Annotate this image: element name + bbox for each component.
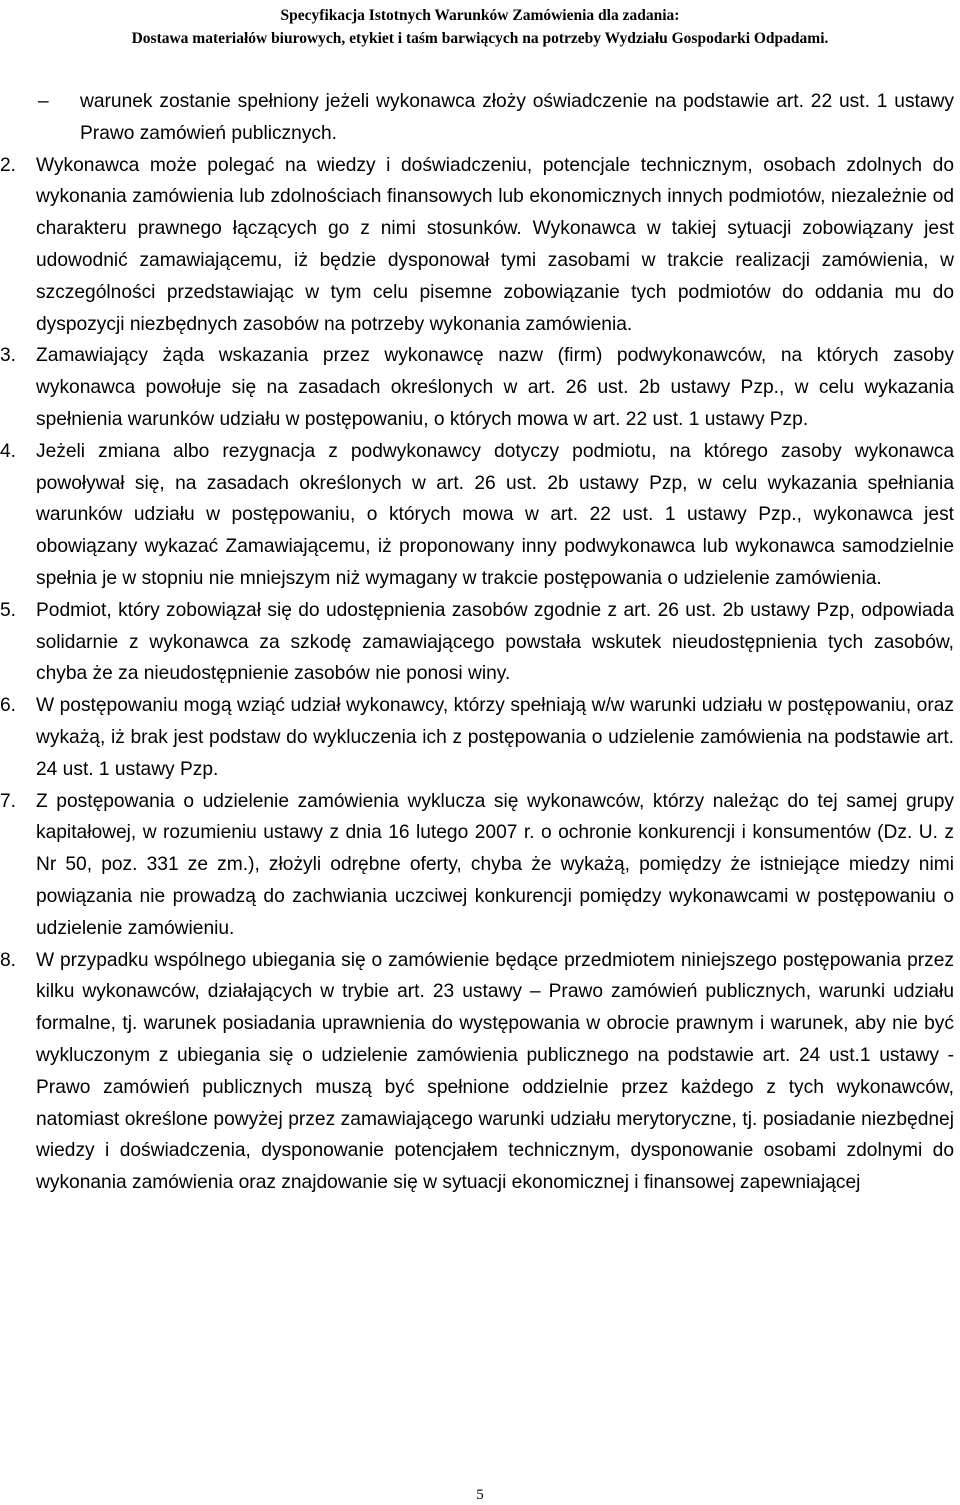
paragraph-number: 5.: [0, 599, 17, 621]
dash-item-text: warunek zostanie spełniony jeżeli wykonawca złoży oświadczenie na podstawie art. 22 ust. 1 ustawy Prawo zamówień publicznych.: [80, 91, 954, 144]
page-number: 5: [476, 1487, 484, 1503]
paragraph-number: 7.: [0, 790, 17, 812]
dash-marker: –: [38, 91, 49, 112]
paragraph-text: W przypadku wspólnego ubiegania się o zamówienie będące przedmiotem niniejszego postępowania przez kilku wykonawców, działających w trybie art. 23 ustawy – Prawo zamówień publicznych, warunki udziału formalne, tj. warunek posiadania uprawnienia do występowania w obrocie prawnym i warunek, aby nie być wykluczonym z ubiegania się o udzielenie zamówienia publicznego na podstawie art. 24 ust.1 ustawy - Prawo zamówień publicznych muszą być spełnione oddzielnie przez każdego z tych wykonawców, natomiast określone powyżej przez zamawiającego warunki udziału merytoryczne, tj. posiadanie niezbędnej wiedzy i doświadczenia, dysponowanie potencjałem technicznym, dysponowanie osobami zdolnymi do wykonania zamówienia oraz znajdowanie się w sytuacji ekonomicznej i finansowej zapewniającej: [36, 949, 954, 1194]
dash-list-item: [0, 86, 960, 150]
paragraph-number: 2.: [0, 154, 17, 176]
paragraph-text: Zamawiający żąda wskazania przez wykonawcę nazw (firm) podwykonawców, na których zasoby wykonawca powołuje się na zasadach określonych w art. 26 ust. 2b ustawy Pzp., w celu wykazania spełnienia warunków udziału w postępowaniu, o których mowa w art. 22 ust. 1 ustawy Pzp.: [36, 345, 954, 430]
paragraph-number: 4.: [0, 440, 17, 462]
paragraph-text: Podmiot, który zobowiązał się do udostępnienia zasobów zgodnie z art. 26 ust. 2b ustawy Pzp, odpowiada solidarnie z wykonawca za szkodę zamawiającego powstała wskutek nieudostępnienia tych zasobów, chyba że za nieudostępnienie zasobów nie ponosi winy.: [36, 599, 954, 685]
header-subject-line: Dostawa materiałów biurowych, etykiet i taśm barwiących na potrzeby Wydziału Gospodarki Odpadami.: [131, 30, 829, 47]
header-title-line: Specyfikacja Istotnych Warunków Zamówienia dla zadania:: [280, 7, 680, 24]
paragraph-text: Z postępowania o udzielenie zamówienia wyklucza się wykonawców, którzy należąc do tej samej grupy kapitałowej, w rozumieniu ustawy z dnia 16 lutego 2007 r. o ochronie konkurencji i konsumentów (Dz. U. z Nr 50, poz. 331 ze zm.), złożyli odrębne oferty, chyba że wykażą, pomiędzy że istniejące miedzy nimi powiązania nie prowadzą do zachwiania uczciwej konkurencji pomiędzy wykonawcami w postępowaniu o udzielenie zamówieniu.: [36, 790, 954, 939]
paragraph-text: Jeżeli zmiana albo rezygnacja z podwykonawcy dotyczy podmiotu, na którego zasoby wykonawca powoływał się, na zasadach określonych w art. 26 ust. 2b ustawy Pzp, w celu wykazania spełniania warunków udziału w postępowaniu, o których mowa w art. 22 ust. 1 ustawy Pzp., wykonawca jest obowiązany wykazać Zamawiającemu, iż proponowany inny podwykonawca lub wykonawca samodzielnie spełnia je w stopniu nie mniejszym niż wymagany w trakcie postępowania o udzielenie zamówienia.: [36, 440, 954, 589]
numbered-paragraph-6: [0, 690, 960, 785]
numbered-paragraph-2: [0, 150, 960, 341]
document-body: [0, 86, 960, 1199]
numbered-paragraph-7: [0, 786, 960, 945]
numbered-paragraph-8: [0, 945, 960, 1199]
paragraph-text: Wykonawca może polegać na wiedzy i doświadczeniu, potencjale technicznym, osobach zdolnych do wykonania zamówienia lub zdolnościach finansowych lub ekonomicznych innych podmiotów, niezależnie od charakteru prawnego łączących go z nimi stosunków. Wykonawca w takiej sytuacji zobowiązany jest udowodnić zamawiającemu, iż będzie dysponował tymi zasobami w trakcie realizacji zamówienia, w szczególności przedstawiając w tym celu pisemne zobowiązanie tych podmiotów do oddania mu do dyspozycji niezbędnych zasobów na potrzeby wykonania zamówienia.: [36, 154, 954, 335]
document-header: [0, 4, 960, 50]
numbered-paragraph-3: [0, 340, 960, 435]
paragraph-number: 6.: [0, 695, 17, 717]
paragraph-number: 8.: [0, 949, 17, 971]
paragraph-number: 3.: [0, 345, 17, 367]
numbered-paragraph-4: [0, 436, 960, 595]
paragraph-text: W postępowaniu mogą wziąć udział wykonawcy, którzy spełniają w/w warunki udziału w postępowaniu, oraz wykażą, iż brak jest podstaw do wykluczenia ich z postępowania o udzielenie zamówienia na podstawie art. 24 ust. 1 ustawy Pzp.: [36, 695, 954, 780]
numbered-paragraph-5: [0, 595, 960, 690]
